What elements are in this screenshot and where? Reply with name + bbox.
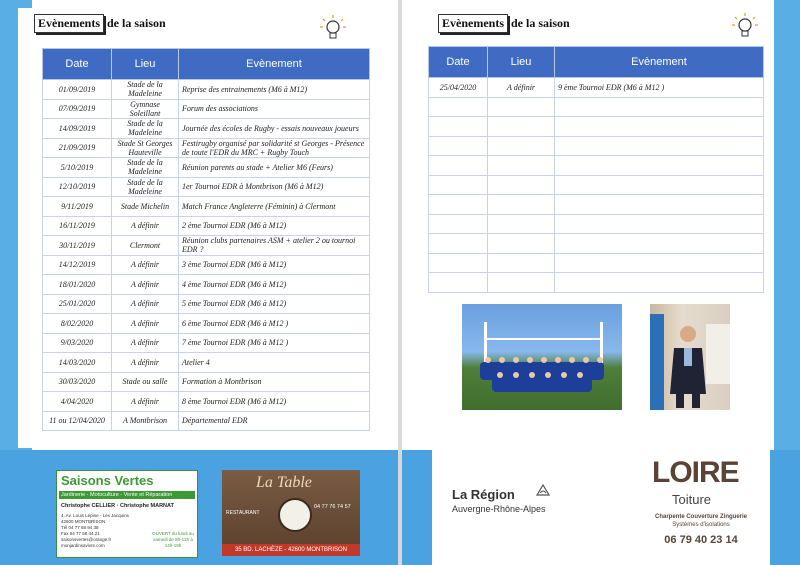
left-events-table bbox=[42, 48, 370, 431]
cell-date: 9/11/2019 bbox=[43, 197, 112, 217]
empty-cell bbox=[429, 214, 488, 234]
cell-date: 11 ou 12/04/2020 bbox=[43, 411, 112, 431]
loire-desc1: Charpente Couverture Zinguerie bbox=[654, 514, 747, 520]
person-photo bbox=[650, 304, 730, 410]
sv-tagline: Jardinerie - Motoculture - Vente et Réparation bbox=[59, 491, 195, 499]
left-heading-rest: de la saison bbox=[107, 16, 166, 30]
cell-date: 14/09/2019 bbox=[43, 119, 112, 139]
empty-cell bbox=[555, 253, 764, 273]
empty-cell bbox=[555, 195, 764, 215]
right-table-body bbox=[429, 78, 764, 293]
sv-address2: 42600 MONTBRISON bbox=[61, 519, 106, 524]
empty-row bbox=[429, 117, 764, 137]
empty-cell bbox=[488, 253, 555, 273]
ad-la-table bbox=[222, 470, 360, 556]
right-events-table bbox=[428, 46, 764, 293]
cell-event: Match France Angleterre (Féminin) à Clermont bbox=[179, 197, 370, 217]
empty-cell bbox=[555, 214, 764, 234]
cell-event: Réunion clubs partenaires ASM + atelier 2 ou tournoi EDR ? bbox=[179, 236, 370, 256]
cell-date: 30/03/2020 bbox=[43, 372, 112, 392]
cell-event: Formation à Montbrison bbox=[179, 372, 370, 392]
cell-lieu: A définir bbox=[112, 353, 179, 373]
table-row bbox=[43, 333, 370, 353]
col-lieu: Lieu bbox=[488, 47, 555, 78]
cell-lieu: A définir bbox=[112, 333, 179, 353]
cell-date: 5/10/2019 bbox=[43, 158, 112, 178]
cell-date: 12/10/2019 bbox=[43, 177, 112, 197]
cell-lieu: A définir bbox=[112, 294, 179, 314]
cell-date: 25/04/2020 bbox=[429, 78, 488, 98]
cell-date: 30/11/2019 bbox=[43, 236, 112, 256]
cell-date: 25/01/2020 bbox=[43, 294, 112, 314]
sv-fax: Fax 04 77 58 44 21 bbox=[61, 531, 100, 536]
empty-row bbox=[429, 234, 764, 254]
cell-date: 14/03/2020 bbox=[43, 353, 112, 373]
cell-event: Départemental EDR bbox=[179, 411, 370, 431]
empty-cell bbox=[488, 117, 555, 137]
region-logo-icon bbox=[536, 484, 550, 496]
empty-row bbox=[429, 97, 764, 117]
cell-event: 9 ème Tournoi EDR (M6 à M12 ) bbox=[555, 78, 764, 98]
cell-date: 4/04/2020 bbox=[43, 392, 112, 412]
empty-cell bbox=[429, 234, 488, 254]
table-row bbox=[43, 392, 370, 412]
cell-lieu: Stade Michelin bbox=[112, 197, 179, 217]
loire-phone: 06 79 40 23 14 bbox=[664, 534, 738, 546]
empty-cell bbox=[555, 234, 764, 254]
cell-lieu: Stade de la Madeleine bbox=[112, 80, 179, 100]
table-row bbox=[43, 255, 370, 275]
empty-cell bbox=[488, 156, 555, 176]
cell-date: 07/09/2019 bbox=[43, 99, 112, 119]
loire-sub: Toiture bbox=[672, 492, 712, 507]
table-row bbox=[43, 197, 370, 217]
table-row bbox=[43, 353, 370, 373]
col-event: Evènement bbox=[179, 49, 370, 80]
table-row bbox=[43, 177, 370, 197]
cell-date: 18/01/2020 bbox=[43, 275, 112, 295]
table-row bbox=[43, 119, 370, 139]
ad-loire-toiture bbox=[632, 452, 770, 552]
sv-people: Christophe CELLIER · Christophe MARNAT bbox=[61, 503, 174, 509]
cell-lieu: Gymnase Soleillant bbox=[112, 99, 179, 119]
col-date: Date bbox=[429, 47, 488, 78]
cell-lieu: Stade de la Madeleine bbox=[112, 158, 179, 178]
region-sub: Auvergne-Rhône-Alpes bbox=[452, 504, 546, 514]
empty-cell bbox=[555, 136, 764, 156]
cell-event: 8 ème Tournoi EDR (M6 à M12) bbox=[179, 392, 370, 412]
cell-lieu: Stade de la Madeleine bbox=[112, 177, 179, 197]
empty-cell bbox=[488, 175, 555, 195]
cell-lieu: A définir bbox=[112, 255, 179, 275]
sv-address1: 4, Av. Louis Lépine - Les Jacquins bbox=[61, 513, 129, 518]
loire-name: LOIRE bbox=[652, 456, 739, 489]
table-row bbox=[43, 216, 370, 236]
cell-event: Reprise des entrainements (M6 à M12) bbox=[179, 80, 370, 100]
right-heading-rest: de la saison bbox=[511, 16, 570, 30]
empty-cell bbox=[429, 117, 488, 137]
sv-email: saisonsvertes@orange.fr bbox=[61, 537, 112, 542]
left-heading-boxed: Evènements bbox=[34, 14, 104, 33]
cell-date: 21/09/2019 bbox=[43, 138, 112, 158]
cell-lieu: A définir bbox=[112, 275, 179, 295]
empty-cell bbox=[488, 234, 555, 254]
left-page bbox=[0, 0, 398, 450]
sv-contact bbox=[61, 513, 151, 549]
cell-date: 9/03/2020 bbox=[43, 333, 112, 353]
cell-lieu: A Montbrison bbox=[112, 411, 179, 431]
cell-lieu: A définir bbox=[112, 392, 179, 412]
empty-row bbox=[429, 214, 764, 234]
lightbulb-icon bbox=[320, 14, 346, 44]
table-row bbox=[43, 99, 370, 119]
cell-event: 3 ème Tournoi EDR (M6 à M12) bbox=[179, 255, 370, 275]
sv-web: monjardinsavivre.com bbox=[61, 543, 105, 548]
right-band-edge bbox=[402, 450, 432, 565]
table-row bbox=[429, 78, 764, 98]
empty-cell bbox=[555, 117, 764, 137]
lt-label: RESTAURANT bbox=[226, 510, 260, 516]
cell-event: 5 ème Tournoi EDR (M6 à M12) bbox=[179, 294, 370, 314]
table-row bbox=[43, 372, 370, 392]
empty-cell bbox=[429, 195, 488, 215]
empty-cell bbox=[488, 195, 555, 215]
right-accent bbox=[774, 0, 800, 450]
cell-event: 7 ème Tournoi EDR (M6 à M12 ) bbox=[179, 333, 370, 353]
left-heading bbox=[34, 14, 166, 33]
empty-cell bbox=[429, 273, 488, 293]
cell-lieu: Clermont bbox=[112, 236, 179, 256]
cell-event: Atelier 4 bbox=[179, 353, 370, 373]
cell-event: 4 ème Tournoi EDR (M6 à M12) bbox=[179, 275, 370, 295]
empty-row bbox=[429, 273, 764, 293]
empty-cell bbox=[429, 175, 488, 195]
sv-name: Saisons Vertes bbox=[61, 473, 154, 488]
table-row bbox=[43, 314, 370, 334]
region-name: La Région bbox=[452, 487, 515, 502]
left-table-body bbox=[43, 80, 370, 431]
cell-event: Festirugby organisé par solidarité st Georges - Présence de toute l'EDR du MRC + Rugby Touch bbox=[179, 138, 370, 158]
table-row bbox=[43, 158, 370, 178]
clock-icon bbox=[278, 498, 312, 532]
empty-row bbox=[429, 175, 764, 195]
table-row bbox=[43, 236, 370, 256]
cell-lieu: A définir bbox=[488, 78, 555, 98]
right-heading bbox=[438, 14, 570, 33]
sv-tel: Tél 04 77 58 94 38 bbox=[61, 525, 99, 530]
table-row bbox=[43, 294, 370, 314]
table-row bbox=[43, 80, 370, 100]
right-heading-boxed: Evènements bbox=[438, 14, 508, 33]
empty-cell bbox=[555, 273, 764, 293]
lt-phone: 04 77 76 74 57 bbox=[314, 504, 351, 510]
cell-event: Réunion parents au stade + Atelier M6 (Feurs) bbox=[179, 158, 370, 178]
empty-row bbox=[429, 136, 764, 156]
cell-lieu: A définir bbox=[112, 314, 179, 334]
loire-desc2: Systèmes d'isolations bbox=[672, 522, 730, 528]
cell-event: 6 ème Tournoi EDR (M6 à M12 ) bbox=[179, 314, 370, 334]
team-photo-graphic bbox=[462, 304, 622, 410]
cell-date: 8/02/2020 bbox=[43, 314, 112, 334]
empty-row bbox=[429, 253, 764, 273]
ad-saisons-vertes bbox=[56, 470, 198, 558]
empty-cell bbox=[429, 97, 488, 117]
lightbulb-icon bbox=[732, 12, 758, 42]
table-row bbox=[43, 275, 370, 295]
cell-event: Journée des écoles de Rugby - essais nouveaux joueurs bbox=[179, 119, 370, 139]
col-lieu: Lieu bbox=[112, 49, 179, 80]
col-date: Date bbox=[43, 49, 112, 80]
empty-cell bbox=[429, 253, 488, 273]
empty-cell bbox=[555, 97, 764, 117]
cell-date: 01/09/2019 bbox=[43, 80, 112, 100]
table-row bbox=[43, 411, 370, 431]
empty-cell bbox=[488, 273, 555, 293]
empty-cell bbox=[488, 97, 555, 117]
cell-date: 14/12/2019 bbox=[43, 255, 112, 275]
cell-event: 2 ème Tournoi EDR (M6 à M12) bbox=[179, 216, 370, 236]
table-row bbox=[43, 138, 370, 158]
cell-date: 16/11/2019 bbox=[43, 216, 112, 236]
cell-lieu: A définir bbox=[112, 216, 179, 236]
person-photo-graphic bbox=[650, 304, 730, 410]
cell-lieu: Stade de la Madeleine bbox=[112, 119, 179, 139]
empty-cell bbox=[429, 136, 488, 156]
lt-address: 35 BD. LACHÈZE - 42600 MONTBRISON bbox=[222, 544, 360, 556]
empty-row bbox=[429, 195, 764, 215]
cell-event: 1er Tournoi EDR à Montbrison (M6 à M12) bbox=[179, 177, 370, 197]
cell-lieu: Stade St Georges Hauteville bbox=[112, 138, 179, 158]
empty-row bbox=[429, 156, 764, 176]
empty-cell bbox=[429, 156, 488, 176]
cell-event: Forum des associations bbox=[179, 99, 370, 119]
empty-cell bbox=[488, 214, 555, 234]
empty-cell bbox=[555, 156, 764, 176]
empty-cell bbox=[555, 175, 764, 195]
empty-cell bbox=[488, 136, 555, 156]
cell-lieu: Stade ou salle bbox=[112, 372, 179, 392]
team-photo bbox=[462, 304, 622, 410]
right-band-edge-r bbox=[770, 450, 800, 565]
lt-name: La Table bbox=[256, 474, 312, 491]
sv-hours: OUVERT du lundi au samedi de 8h-12h à 14h-19h bbox=[152, 531, 194, 548]
col-event: Evènement bbox=[555, 47, 764, 78]
